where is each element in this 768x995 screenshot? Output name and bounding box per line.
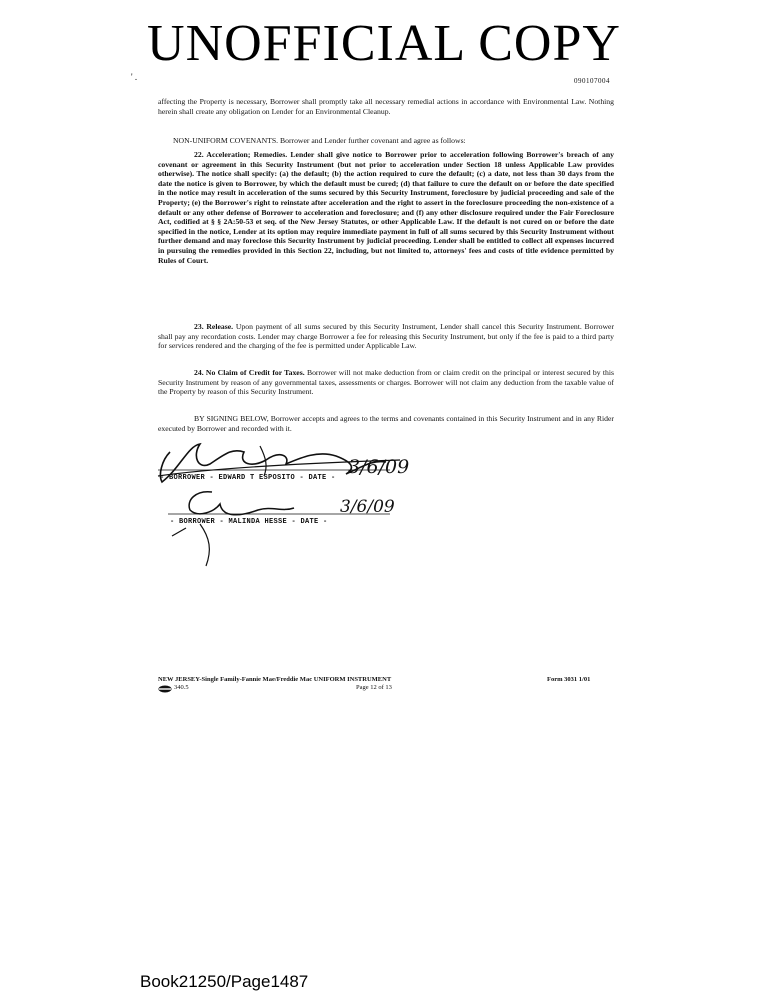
signature-date-2: 3/6/09 [340, 497, 395, 517]
borrower-label-esposito: - BORROWER - EDWARD T ESPOSITO - DATE - [160, 474, 336, 482]
section-23-body: Upon payment of all sums secured by this Security Instrument, Lender shall cancel this Security Instrument. Borrower shall pay any recordation costs. Lender may charge Borrower a fee for releasing this Security Instrument, but only if the fee is paid to a third party for services rendered and the charging of the fee is permitted under Applicable Law. [158, 322, 614, 351]
section-22-body: Lender shall give notice to Borrower prior to acceleration following Borrower's breach of any covenant or agreement in this Security Instrument (but not prior to acceleration under Section 18 unless Applicable Law provides otherwise). The notice shall specify: (a) the default; (b) the action required to cure the default; (c) a date, not less than 30 days from the date the notice is given to Borrower, by which the default must be cured; (d) that failure to cure the default on or before the date specified in the notice may result in acceleration of the sums secured by this Security Instrument, foreclosure by judicial proceeding and sale of the Property; (e) the Borrower's right to reinstate after acceleration and the right to assert in the foreclosure proceeding the non-existence of a default or any other defense of Borrower to acceleration and foreclosure; and (f) any other disclosure required under the Fair Foreclosure Act, codified at § § 2A:50-53 et seq. of the New Jersey Statutes, or other Applicable Law. If the default is not cured on or before the date specified in the notice, Lender at its option may require immediate payment in full of all sums secured by this Security Instrument without further demand and may foreclose this Security Instrument by judicial proceeding. Lender shall be entitled to collect all expenses incurred in pursuing the remedies provided in this Section 22, including, but not limited to, attorneys' fees and costs of title evidence permitted by Rules of Court. [158, 150, 615, 265]
section-22-heading: 22. Acceleration; Remedies. [194, 150, 288, 159]
form-title: NEW JERSEY-Single Family-Fannie Mae/Freddie Mac UNIFORM INSTRUMENT [158, 676, 392, 683]
handwritten-signatures [140, 420, 460, 570]
form-number: Form 3031 1/01 [547, 676, 591, 683]
form-code: 340.5 [174, 684, 189, 691]
document-number: 090107004 [574, 77, 610, 85]
section-24-body: Borrower will not make deduction from or claim credit on the principal or interest secured by this Security Instrument by reason of any governmental taxes, assessments or charges. Borrower will not claim any deduction from the taxable value of the Property by reason of this Security Instrument. [158, 368, 614, 397]
section-24-heading: 24. No Claim of Credit for Taxes. [194, 368, 305, 377]
watermark-title: UNOFFICIAL COPY [147, 15, 621, 72]
signing-statement: BY SIGNING BELOW, Borrower accepts and agrees to the terms and covenants contained in this Security Instrument and in any Rider executed by Borrower and recorded with it. [158, 414, 614, 433]
signature-date-1: 3/6/09 [348, 456, 410, 478]
borrower-label-hesse: - BORROWER - MALINDA HESSE - DATE - [170, 518, 328, 526]
section-23-release [158, 322, 614, 351]
section-24-no-claim [158, 368, 614, 397]
margin-mark: ' . [131, 72, 138, 82]
paragraph-environmental: affecting the Property is necessary, Borrower shall promptly take all necessary remedial actions in accordance with Environmental Law. Nothing herein shall create any obligation on Lender for an Environmental Cleanup. [158, 97, 614, 116]
section-23-heading: 23. Release. [194, 322, 234, 331]
paragraph-non-uniform-covenants: NON-UNIFORM COVENANTS. Borrower and Lender further covenant and agree as follows: [173, 136, 466, 145]
vmp-logo-icon [158, 685, 172, 693]
page-number: Page 12 of 13 [356, 684, 392, 691]
book-page-reference: Book21250/Page1487 [140, 972, 309, 991]
section-22-acceleration [158, 150, 614, 265]
